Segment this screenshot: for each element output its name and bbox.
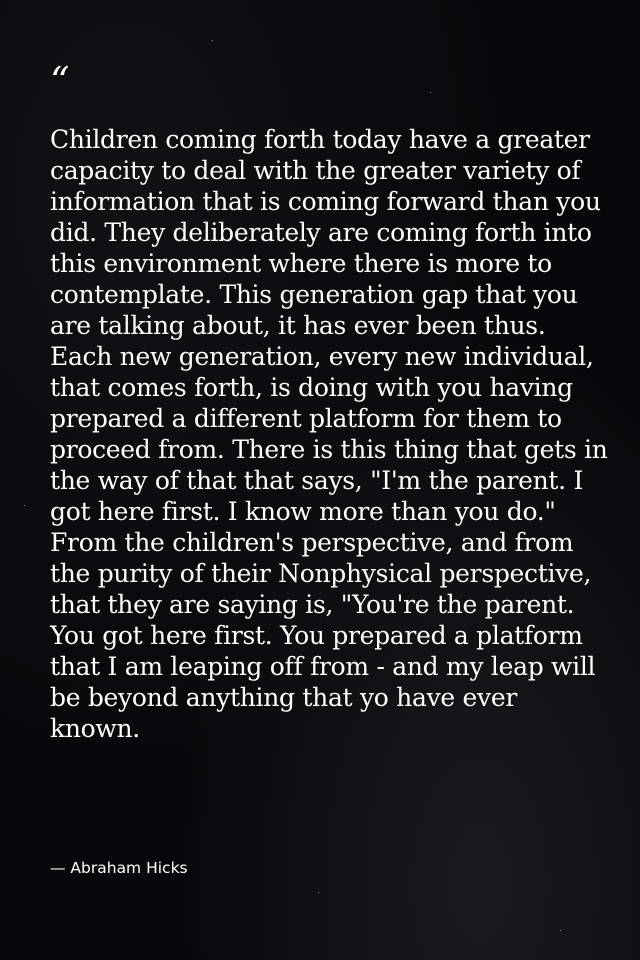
star-dot (212, 40, 213, 41)
star-dot (560, 930, 561, 931)
star-dot (430, 92, 431, 93)
star-dot (24, 505, 25, 506)
star-dot (318, 892, 319, 893)
quote-open-mark: “ (50, 59, 70, 103)
quote-author: — Abraham Hicks (50, 859, 188, 877)
quote-text: Children coming forth today have a greater capacity to deal with the greater variety of information that is coming forward than you did. They deliberately are coming forth into this environment where there is more to contemplate. This generation gap that you are talking about, it has ever been thus. Each new generation, every new individual, that comes forth, is doing with you having prepared a different platform for them to proceed from. There is this thing that gets in the way of that that says, "I'm the parent. I got here first. I know more than you do." From the children's perspective, and from the purity of their Nonphysical perspective, that they are saying is, "You're the parent. You got here first. You prepared a platform that I am leaping off from - and my leap will be beyond anything that yo have ever known. (50, 125, 608, 743)
